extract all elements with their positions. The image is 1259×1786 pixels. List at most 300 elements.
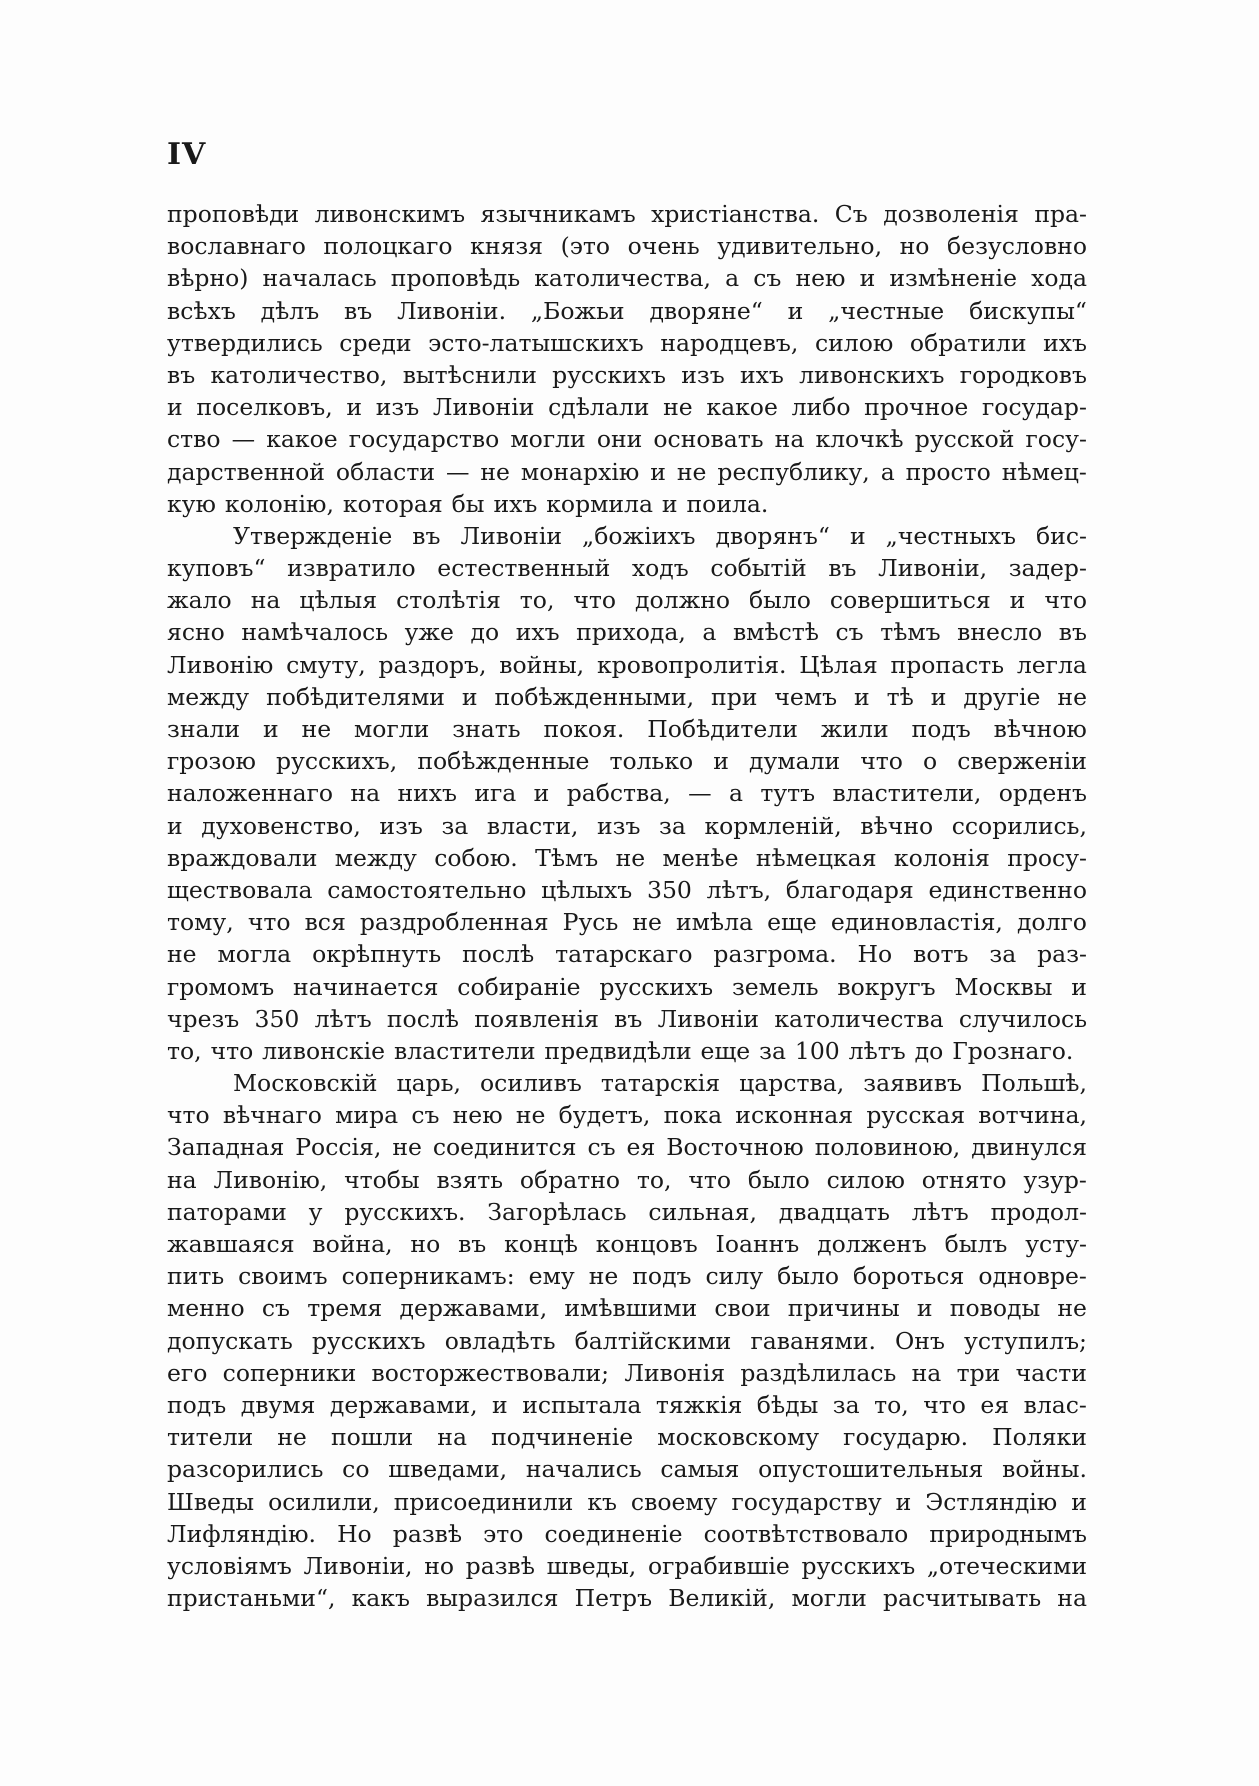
word: ему bbox=[528, 1262, 575, 1291]
word: и bbox=[930, 682, 947, 711]
word: Русь bbox=[562, 908, 619, 937]
word: хода bbox=[1031, 264, 1087, 293]
word: Поляки bbox=[992, 1423, 1087, 1452]
word: осиливъ bbox=[480, 1069, 582, 1098]
word: между bbox=[334, 843, 417, 872]
word: единовластія, bbox=[830, 908, 1003, 937]
word: Ливоніи bbox=[432, 393, 535, 422]
word: и bbox=[859, 264, 876, 293]
word: ея bbox=[980, 1390, 1010, 1419]
word: и bbox=[1009, 586, 1026, 615]
word: думали bbox=[749, 747, 841, 776]
word: вѣрно) bbox=[167, 264, 249, 293]
word: и bbox=[849, 521, 866, 550]
word: обратно bbox=[519, 1165, 621, 1194]
word: клочкѣ bbox=[815, 425, 904, 454]
word: сильная, bbox=[648, 1197, 757, 1226]
word: ихъ bbox=[739, 360, 784, 389]
text-line bbox=[167, 1260, 1087, 1292]
word: цѣлыя bbox=[299, 586, 378, 615]
word: могла bbox=[217, 940, 292, 969]
word: Но bbox=[337, 1519, 372, 1548]
word: внесло bbox=[957, 618, 1043, 647]
word: татарскія bbox=[600, 1069, 721, 1098]
word: концовъ bbox=[595, 1230, 698, 1258]
word: князя bbox=[470, 232, 543, 261]
word: съ bbox=[587, 1133, 616, 1162]
word: какое bbox=[266, 425, 338, 454]
word: орденъ bbox=[998, 779, 1087, 808]
word: шведы, bbox=[546, 1551, 637, 1580]
word: условіямъ bbox=[167, 1551, 292, 1580]
word: пра- bbox=[1034, 200, 1087, 228]
word: не bbox=[1057, 682, 1087, 711]
word: подъ bbox=[911, 715, 971, 743]
word: единственно bbox=[928, 875, 1087, 904]
word: дозволенія bbox=[883, 200, 1019, 228]
word: и bbox=[262, 715, 279, 743]
text-line bbox=[167, 906, 1087, 938]
word: пошли bbox=[330, 1423, 414, 1452]
word: войны, bbox=[499, 650, 585, 679]
word: Лифляндію. bbox=[167, 1519, 316, 1548]
word: знать bbox=[452, 715, 521, 743]
word: за bbox=[832, 1390, 860, 1419]
word: въ bbox=[344, 296, 373, 325]
text-line bbox=[167, 584, 1087, 616]
word: еще bbox=[767, 908, 817, 937]
word: не bbox=[277, 1423, 307, 1452]
word: въ bbox=[828, 554, 857, 583]
word: куповъ“ bbox=[167, 554, 266, 583]
word: колонію, bbox=[224, 489, 334, 518]
word: поводы bbox=[949, 1294, 1041, 1323]
text-line bbox=[167, 1325, 1087, 1357]
word: уже bbox=[404, 618, 454, 647]
word: раздоръ, bbox=[378, 650, 487, 679]
word: 350 bbox=[647, 875, 692, 904]
word: совершиться bbox=[829, 586, 991, 615]
word: не bbox=[392, 1133, 422, 1162]
word: какъ bbox=[351, 1584, 410, 1613]
word: христіанства. bbox=[651, 200, 820, 228]
word: три bbox=[956, 1358, 1001, 1387]
word: католичества bbox=[774, 1004, 944, 1033]
word: державами, bbox=[329, 1390, 478, 1419]
word: самыя bbox=[660, 1455, 740, 1484]
word: нѣмец- bbox=[1001, 457, 1087, 486]
word: былъ bbox=[944, 1230, 1008, 1258]
word: въ bbox=[614, 1004, 643, 1033]
word: вотъ bbox=[913, 940, 969, 969]
word: цѣлыхъ bbox=[541, 875, 633, 904]
word: ществовала bbox=[167, 875, 313, 904]
word: его bbox=[167, 1358, 208, 1387]
text-line bbox=[167, 1486, 1087, 1518]
text-line bbox=[167, 391, 1087, 423]
word: то, bbox=[636, 1165, 672, 1194]
word: и bbox=[661, 489, 678, 518]
word: съ bbox=[261, 1294, 290, 1323]
word: государ- bbox=[981, 393, 1087, 422]
word: половиною, bbox=[814, 1133, 961, 1162]
word: ига bbox=[474, 779, 517, 808]
word: подчиненіе bbox=[491, 1423, 634, 1452]
text-line bbox=[167, 681, 1087, 713]
word: война, bbox=[312, 1230, 393, 1258]
word: Цѣлая bbox=[799, 650, 878, 679]
word: за bbox=[659, 811, 686, 840]
text-line bbox=[167, 810, 1087, 842]
word: событій bbox=[710, 554, 807, 583]
word: лѣтъ, bbox=[706, 875, 772, 904]
word: окрѣпнуть bbox=[312, 940, 442, 969]
word: не bbox=[615, 843, 646, 872]
word: ясно bbox=[167, 618, 225, 647]
word: послѣ bbox=[386, 1004, 459, 1033]
word: какое bbox=[706, 393, 778, 422]
word: и bbox=[916, 1294, 933, 1323]
word: нею bbox=[452, 1101, 503, 1130]
word: Польшѣ, bbox=[981, 1069, 1087, 1098]
text-line bbox=[167, 1518, 1087, 1550]
word: колонія bbox=[893, 843, 990, 872]
word: опустошительныя bbox=[758, 1455, 984, 1484]
word: на bbox=[911, 1358, 942, 1387]
word: ходъ bbox=[631, 554, 689, 583]
word: не bbox=[632, 908, 662, 937]
word: 100 bbox=[794, 1036, 840, 1065]
word: двадцать bbox=[778, 1197, 890, 1226]
word: и bbox=[787, 296, 804, 325]
word: Петръ bbox=[574, 1584, 653, 1613]
word: нѣмецкая bbox=[755, 843, 877, 872]
word: Западная bbox=[167, 1133, 285, 1162]
word: государю. bbox=[843, 1423, 969, 1452]
text-line bbox=[167, 713, 1087, 745]
word: началась bbox=[262, 264, 377, 293]
word: — bbox=[231, 425, 256, 454]
word: и bbox=[1071, 972, 1087, 1001]
word: дворянъ“ bbox=[715, 521, 830, 550]
word: лѣтъ bbox=[314, 1004, 372, 1033]
word: разгрома. bbox=[713, 940, 837, 969]
word: своимъ bbox=[238, 1262, 328, 1291]
word: „отеческими bbox=[926, 1551, 1087, 1580]
word: знали bbox=[167, 715, 241, 743]
word: и bbox=[461, 682, 478, 711]
word: тому, bbox=[167, 908, 234, 937]
word: лѣтъ bbox=[848, 1036, 906, 1065]
word: вѣчною bbox=[993, 715, 1087, 743]
text-line bbox=[167, 1453, 1087, 1485]
word: влас- bbox=[1023, 1390, 1087, 1419]
word: выразился bbox=[426, 1584, 559, 1613]
word: Ливоніи, bbox=[878, 554, 988, 583]
word: бороться bbox=[853, 1262, 965, 1291]
word: дѣлъ bbox=[260, 296, 320, 325]
word: чемъ bbox=[774, 682, 838, 711]
word: еще bbox=[700, 1036, 751, 1065]
word: за bbox=[441, 811, 469, 840]
word: и bbox=[533, 779, 550, 808]
word: земель bbox=[731, 972, 819, 1001]
word: изъ bbox=[596, 811, 641, 840]
word: тяжкія bbox=[655, 1390, 743, 1419]
word: силу bbox=[705, 1262, 764, 1291]
text-line bbox=[167, 1421, 1087, 1453]
word: государство bbox=[348, 425, 500, 454]
word: Шведы bbox=[167, 1487, 255, 1516]
word: развѣ bbox=[465, 1551, 535, 1580]
word: и bbox=[650, 457, 666, 486]
word: съ bbox=[411, 1101, 440, 1130]
word: природнымъ bbox=[929, 1519, 1087, 1548]
word: извратило bbox=[287, 554, 416, 583]
word: грозою bbox=[167, 747, 256, 776]
word: начались bbox=[525, 1455, 642, 1484]
word: Россія, bbox=[295, 1133, 382, 1162]
text-line bbox=[167, 520, 1087, 552]
word: ливонскихъ bbox=[799, 360, 945, 389]
word: Великій, bbox=[668, 1584, 776, 1613]
word: побѣдителями bbox=[266, 682, 445, 711]
word: узур- bbox=[1023, 1165, 1087, 1194]
word: народцевъ, bbox=[660, 328, 799, 357]
word: и bbox=[713, 747, 729, 776]
word: испытала bbox=[522, 1390, 642, 1419]
word: не bbox=[480, 457, 510, 486]
word: предвидѣли bbox=[544, 1036, 692, 1065]
word: чрезъ bbox=[167, 1004, 240, 1033]
word: не bbox=[1057, 1294, 1087, 1323]
word: что bbox=[247, 908, 291, 937]
word: раздѣлилась bbox=[740, 1358, 897, 1387]
word: развѣ bbox=[392, 1519, 463, 1548]
word: на bbox=[250, 586, 281, 615]
word: намѣчалось bbox=[241, 618, 389, 647]
word: и bbox=[346, 393, 363, 422]
word: Іоаннъ bbox=[715, 1230, 800, 1258]
word: — bbox=[688, 779, 712, 808]
text-line bbox=[167, 552, 1087, 584]
word: и bbox=[167, 393, 183, 422]
word: удивительно, bbox=[717, 232, 883, 261]
word: бискупы“ bbox=[969, 296, 1087, 325]
word: за bbox=[759, 1036, 786, 1065]
word: пока bbox=[663, 1101, 723, 1130]
word: столѣтія bbox=[396, 586, 501, 615]
word: поселковъ, bbox=[196, 393, 333, 422]
word: изъ bbox=[379, 811, 423, 840]
word: то, bbox=[167, 1036, 202, 1065]
word: подъ bbox=[167, 1390, 227, 1419]
word: которая bbox=[342, 489, 443, 518]
word: на bbox=[1057, 1584, 1087, 1613]
word: съ bbox=[753, 264, 782, 293]
word: и bbox=[167, 811, 183, 840]
word: русская bbox=[866, 1101, 966, 1130]
word: подъ bbox=[632, 1262, 692, 1291]
word: русскихъ, bbox=[276, 747, 398, 776]
word: Эстляндію bbox=[925, 1487, 1058, 1516]
word: между bbox=[167, 682, 250, 711]
word: могли bbox=[791, 1584, 867, 1613]
word: наложеннаго bbox=[167, 779, 334, 808]
word: смуту, bbox=[286, 650, 366, 679]
word: ограбившіе bbox=[647, 1551, 790, 1580]
word: „честные bbox=[828, 296, 945, 325]
word: тѣмъ bbox=[880, 618, 941, 647]
word: „честныхъ bbox=[885, 521, 1016, 550]
word: язычникамъ bbox=[480, 200, 636, 228]
word: католичество, bbox=[210, 360, 388, 389]
word: двумя bbox=[240, 1390, 316, 1419]
word: силою bbox=[826, 1165, 905, 1194]
word: на bbox=[350, 779, 381, 808]
word: вѣчно bbox=[860, 811, 934, 840]
word: либо bbox=[791, 393, 851, 422]
word: мира bbox=[335, 1101, 399, 1130]
word: республику, bbox=[717, 457, 870, 486]
text-line bbox=[167, 230, 1087, 262]
word: овладѣть bbox=[444, 1326, 556, 1355]
word: просто bbox=[905, 457, 991, 486]
word: пропасть bbox=[890, 650, 1005, 679]
word: то, bbox=[874, 1390, 909, 1419]
word: а bbox=[880, 457, 895, 486]
word: заявивъ bbox=[863, 1069, 963, 1098]
word: ихъ bbox=[493, 489, 538, 518]
word: уступилъ; bbox=[964, 1326, 1087, 1355]
text-line bbox=[167, 456, 1087, 488]
word: Съ bbox=[834, 200, 868, 228]
text-line bbox=[167, 359, 1087, 391]
word: со bbox=[342, 1455, 370, 1484]
word: гаванями. bbox=[750, 1326, 876, 1355]
word: взять bbox=[436, 1165, 504, 1194]
word: бѣды bbox=[756, 1390, 819, 1419]
word: раз- bbox=[1037, 940, 1087, 969]
word: самостоятельно bbox=[327, 875, 527, 904]
word: могли bbox=[354, 715, 430, 743]
word: жили bbox=[820, 715, 889, 743]
word: соединится bbox=[432, 1133, 577, 1162]
word: Побѣдители bbox=[647, 715, 798, 743]
word: части bbox=[1015, 1358, 1087, 1387]
word: пристаньми“, bbox=[167, 1584, 336, 1613]
word: нею bbox=[795, 264, 846, 293]
text-line bbox=[167, 1389, 1087, 1421]
text-line bbox=[167, 1035, 1087, 1067]
word: что bbox=[210, 1036, 254, 1065]
word: русскихъ bbox=[552, 360, 666, 389]
word: русскихъ bbox=[599, 972, 714, 1001]
word: вотчина, bbox=[978, 1101, 1087, 1130]
word: осилили, bbox=[268, 1487, 380, 1516]
word: Ливоніи bbox=[657, 1004, 760, 1033]
word: русскихъ. bbox=[344, 1197, 466, 1226]
word: при bbox=[711, 682, 758, 711]
word: духовенство, bbox=[201, 811, 361, 840]
word: поила. bbox=[686, 489, 769, 518]
word: царства, bbox=[739, 1069, 845, 1098]
word: ихъ bbox=[1043, 328, 1087, 357]
word: вославнаго bbox=[167, 232, 306, 261]
word: случилось bbox=[958, 1004, 1087, 1033]
word: дворяне“ bbox=[649, 296, 763, 325]
word: восторжествовали; bbox=[371, 1358, 610, 1387]
word: дарственной bbox=[167, 457, 325, 486]
word: что bbox=[860, 747, 903, 776]
text-line bbox=[167, 842, 1087, 874]
word: ливонскимъ bbox=[314, 200, 466, 228]
word: долженъ bbox=[817, 1230, 927, 1258]
word: Грознаго. bbox=[952, 1036, 1074, 1065]
word: это bbox=[483, 1519, 524, 1548]
text-line bbox=[167, 198, 1087, 230]
word: не bbox=[167, 940, 197, 969]
word: усту- bbox=[1025, 1230, 1087, 1258]
word: пить bbox=[167, 1262, 225, 1291]
word: что bbox=[923, 1390, 966, 1419]
word: не bbox=[515, 1101, 546, 1130]
word: „божіихъ bbox=[582, 521, 696, 550]
word: соперникамъ: bbox=[341, 1262, 515, 1291]
word: только bbox=[609, 747, 694, 776]
word: было bbox=[749, 586, 811, 615]
word: до bbox=[914, 1036, 944, 1065]
word: тутъ bbox=[760, 779, 816, 808]
word: жавшаяся bbox=[167, 1230, 295, 1258]
word: Ливонію bbox=[167, 650, 274, 679]
word: жало bbox=[167, 586, 232, 615]
word: тители bbox=[167, 1423, 254, 1452]
text-line bbox=[167, 1003, 1087, 1035]
word: концѣ bbox=[504, 1230, 578, 1258]
word: русской bbox=[914, 425, 1015, 454]
word: вытѣснили bbox=[402, 360, 537, 389]
word: двинулся bbox=[971, 1133, 1087, 1162]
word: „Божьи bbox=[530, 296, 625, 325]
word: нихъ bbox=[397, 779, 457, 808]
word: могли bbox=[510, 425, 586, 454]
word: въ bbox=[167, 360, 196, 389]
word: громомъ bbox=[167, 972, 275, 1001]
word: кормила bbox=[546, 489, 653, 518]
word: они bbox=[596, 425, 643, 454]
word: Загорѣлась bbox=[487, 1197, 627, 1226]
word: причины bbox=[787, 1294, 900, 1323]
word: до bbox=[470, 618, 500, 647]
word: кровопролитія. bbox=[596, 650, 787, 679]
word: измѣненіе bbox=[889, 264, 1017, 293]
word: государству bbox=[731, 1487, 882, 1516]
word: прочное bbox=[864, 393, 969, 422]
word: не bbox=[676, 457, 707, 486]
word: а bbox=[728, 779, 743, 808]
word: московскому bbox=[657, 1423, 820, 1452]
word: власти, bbox=[486, 811, 579, 840]
word: чтобы bbox=[344, 1165, 420, 1194]
word: послѣ bbox=[462, 940, 535, 969]
word: легла bbox=[1016, 650, 1087, 679]
word: должно bbox=[635, 586, 731, 615]
text-line bbox=[167, 262, 1087, 294]
word: но bbox=[424, 1551, 454, 1580]
word: и bbox=[1071, 1487, 1087, 1516]
word: долго bbox=[1016, 908, 1087, 937]
